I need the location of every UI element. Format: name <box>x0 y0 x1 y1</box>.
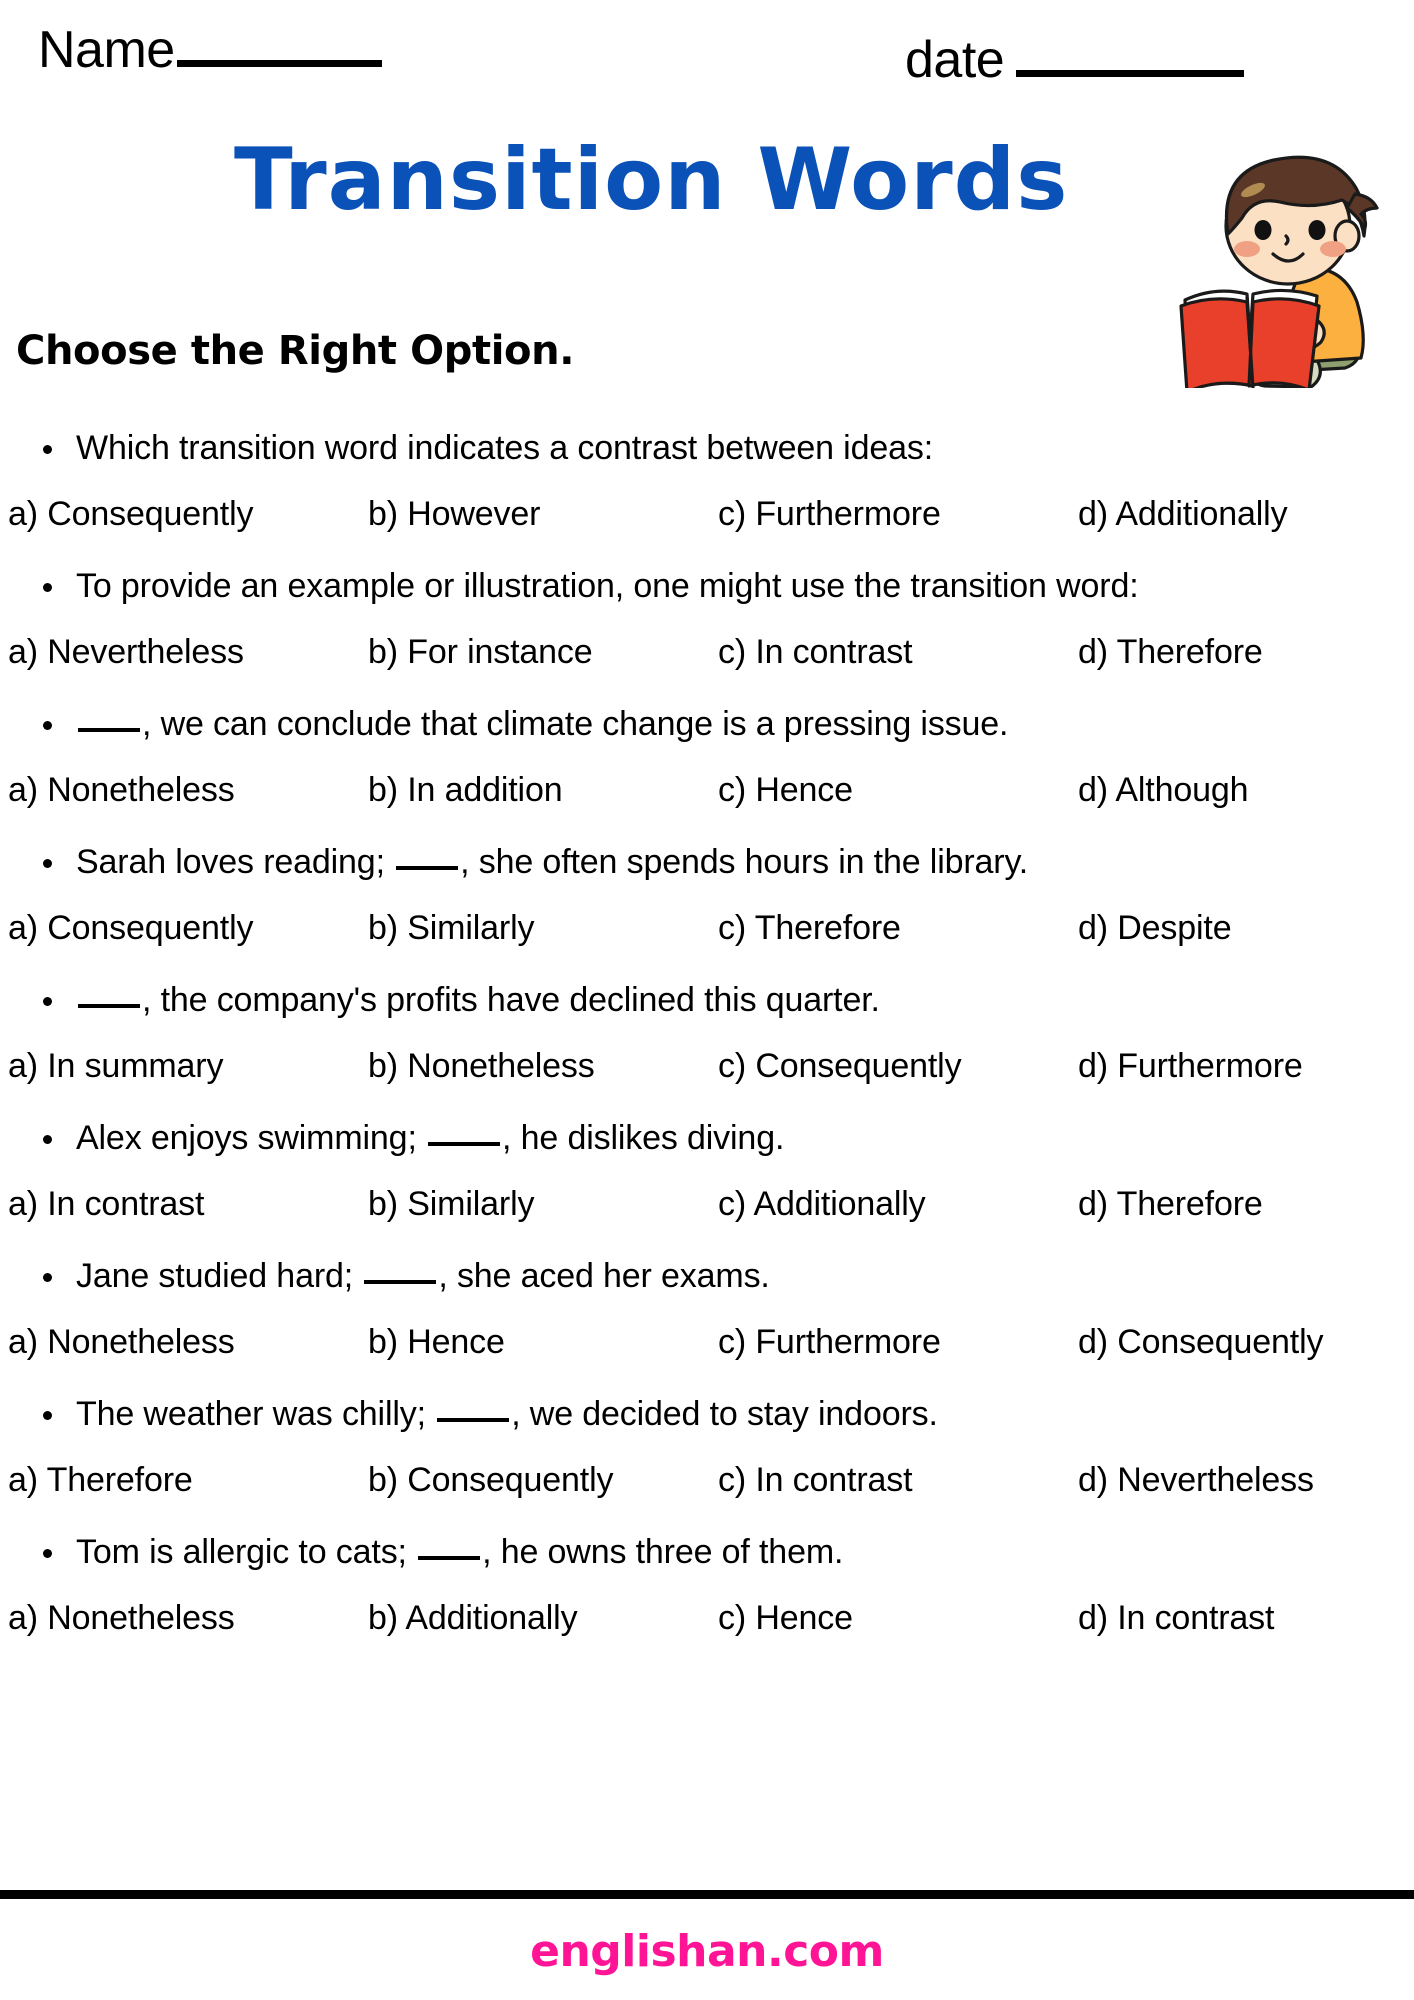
answer-blank[interactable] <box>78 728 140 732</box>
option-c[interactable]: c) Consequently <box>718 1047 962 1085</box>
question-prompt <box>0 701 1414 747</box>
option-a[interactable]: a) Nonetheless <box>8 1323 235 1361</box>
question-options <box>0 1181 1414 1227</box>
prompt-text: To provide an example or illustration, one might use the transition word: <box>76 567 1139 605</box>
option-d[interactable]: d) In contrast <box>1078 1599 1275 1637</box>
bullet-icon <box>43 583 52 592</box>
question-options <box>0 767 1414 813</box>
bullet-icon <box>43 1549 52 1558</box>
date-label: date <box>905 31 1005 89</box>
option-b[interactable]: b) In addition <box>368 771 563 809</box>
answer-blank[interactable] <box>418 1556 480 1560</box>
boy-reading-book-icon <box>1155 148 1405 388</box>
option-b[interactable]: b) For instance <box>368 633 593 671</box>
question-item <box>0 701 1414 813</box>
option-c[interactable]: c) Furthermore <box>718 495 941 533</box>
option-d[interactable]: d) Nevertheless <box>1078 1461 1314 1499</box>
option-a[interactable]: a) Therefore <box>8 1461 193 1499</box>
option-a[interactable]: a) Nonetheless <box>8 1599 235 1637</box>
question-prompt <box>0 425 1414 471</box>
option-a[interactable]: a) Consequently <box>8 909 254 947</box>
option-d[interactable]: d) Consequently <box>1078 1323 1324 1361</box>
question-options <box>0 1595 1414 1641</box>
question-prompt <box>0 839 1414 885</box>
question-prompt <box>0 1115 1414 1161</box>
question-options <box>0 491 1414 537</box>
date-write-line[interactable] <box>1016 70 1244 77</box>
question-item <box>0 563 1414 675</box>
option-a[interactable]: a) Nevertheless <box>8 633 244 671</box>
option-b[interactable]: b) Consequently <box>368 1461 614 1499</box>
option-d[interactable]: d) Therefore <box>1078 1185 1263 1223</box>
question-item <box>0 1391 1414 1503</box>
question-item <box>0 1529 1414 1641</box>
option-c[interactable]: c) Additionally <box>718 1185 926 1223</box>
option-d[interactable]: d) Furthermore <box>1078 1047 1303 1085</box>
prompt-text-after: , she often spends hours in the library. <box>460 843 1029 881</box>
name-field-group <box>38 22 382 78</box>
prompt-text-before: Sarah loves reading; <box>76 843 395 881</box>
question-options <box>0 1319 1414 1365</box>
option-b[interactable]: b) Additionally <box>368 1599 578 1637</box>
question-item <box>0 1253 1414 1365</box>
worksheet-header <box>0 22 1414 92</box>
prompt-text-after: , we can conclude that climate change is a pressing issue. <box>142 705 1009 743</box>
option-d[interactable]: d) Although <box>1078 771 1249 809</box>
question-options <box>0 629 1414 675</box>
question-options <box>0 1457 1414 1503</box>
option-b[interactable]: b) Hence <box>368 1323 505 1361</box>
bullet-icon <box>43 997 52 1006</box>
prompt-text-before: Tom is allergic to cats; <box>76 1533 417 1571</box>
option-c[interactable]: c) Therefore <box>718 909 901 947</box>
prompt-text: Which transition word indicates a contrast between ideas: <box>76 429 934 467</box>
question-item <box>0 1115 1414 1227</box>
prompt-text-after: , the company's profits have declined this quarter. <box>142 981 880 1019</box>
option-a[interactable]: a) Consequently <box>8 495 254 533</box>
prompt-text-after: , she aced her exams. <box>438 1257 770 1295</box>
option-c[interactable]: c) In contrast <box>718 1461 913 1499</box>
question-options <box>0 1043 1414 1089</box>
footer-divider <box>0 1890 1414 1899</box>
prompt-text-before: The weather was chilly; <box>76 1395 436 1433</box>
name-label: Name <box>38 21 175 79</box>
questions-list <box>0 425 1414 1641</box>
answer-blank[interactable] <box>437 1418 509 1422</box>
bullet-icon <box>43 445 52 454</box>
prompt-text-after: , he dislikes diving. <box>502 1119 785 1157</box>
question-options <box>0 905 1414 951</box>
instruction-heading: Choose the Right Option. <box>16 328 574 374</box>
bullet-icon <box>43 1135 52 1144</box>
bullet-icon <box>43 1411 52 1420</box>
prompt-text-before: Jane studied hard; <box>76 1257 363 1295</box>
option-b[interactable]: b) However <box>368 495 541 533</box>
option-a[interactable]: a) Nonetheless <box>8 771 235 809</box>
page-title: Transition Words <box>234 130 1069 230</box>
option-c[interactable]: c) Hence <box>718 771 853 809</box>
bullet-icon <box>43 859 52 868</box>
question-prompt <box>0 977 1414 1023</box>
bullet-icon <box>43 1273 52 1282</box>
date-field-group <box>905 32 1244 88</box>
question-prompt <box>0 1391 1414 1437</box>
answer-blank[interactable] <box>428 1142 500 1146</box>
name-write-line[interactable] <box>177 60 382 67</box>
answer-blank[interactable] <box>78 1004 140 1008</box>
site-brand[interactable]: englishan.com <box>530 1926 884 1977</box>
option-a[interactable]: a) In contrast <box>8 1185 205 1223</box>
question-item <box>0 839 1414 951</box>
option-c[interactable]: c) In contrast <box>718 633 913 671</box>
prompt-text-after: , we decided to stay indoors. <box>511 1395 938 1433</box>
prompt-text-after: , he owns three of them. <box>482 1533 844 1571</box>
option-b[interactable]: b) Similarly <box>368 909 535 947</box>
option-d[interactable]: d) Additionally <box>1078 495 1288 533</box>
question-prompt <box>0 563 1414 609</box>
option-d[interactable]: d) Despite <box>1078 909 1232 947</box>
question-prompt <box>0 1529 1414 1575</box>
question-prompt <box>0 1253 1414 1299</box>
bullet-icon <box>43 721 52 730</box>
option-b[interactable]: b) Similarly <box>368 1185 535 1223</box>
question-item <box>0 425 1414 537</box>
option-c[interactable]: c) Furthermore <box>718 1323 941 1361</box>
option-a[interactable]: a) In summary <box>8 1047 224 1085</box>
answer-blank[interactable] <box>396 866 458 870</box>
option-c[interactable]: c) Hence <box>718 1599 853 1637</box>
worksheet-footer <box>0 1890 1414 2000</box>
answer-blank[interactable] <box>364 1280 436 1284</box>
option-b[interactable]: b) Nonetheless <box>368 1047 595 1085</box>
option-d[interactable]: d) Therefore <box>1078 633 1263 671</box>
prompt-text-before: Alex enjoys swimming; <box>76 1119 427 1157</box>
question-item <box>0 977 1414 1089</box>
